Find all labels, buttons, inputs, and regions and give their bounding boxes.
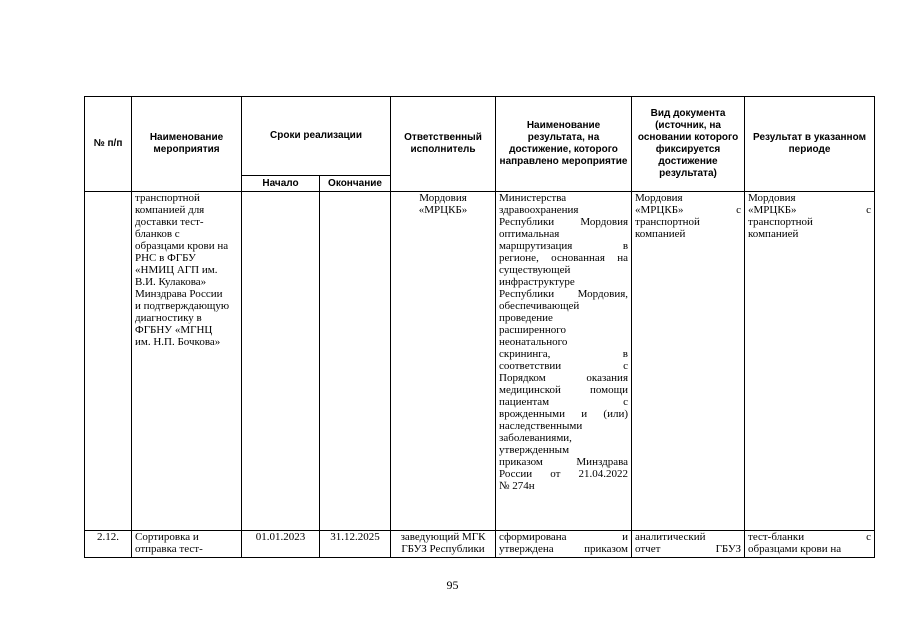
row-doc-type: Мордовия «МРЦКБ» с транспортной компанией (632, 192, 745, 531)
row-end (320, 192, 391, 531)
row-name: транспортной компанией для доставки тест- бланков с образцами крови на РНС в ФГБУ «НМИЦ АГП им. В.И. Кулакова» Минздрава России и подтверждающую диагностику в ФГБНУ «МГНЦ им. Н.П. Бочкова» (132, 192, 242, 531)
page-number: 95 (446, 578, 459, 592)
row-name: Сортировка и отправка тест- (132, 531, 242, 558)
row-num (85, 192, 132, 531)
row-num: 2.12. (85, 531, 132, 558)
row-result: сформирована и утверждена приказом (496, 531, 632, 558)
row-result-period: Мордовия «МРЦКБ» с транспортной компанией (745, 192, 875, 531)
row-responsible: Мордовия «МРЦКБ» (391, 192, 496, 531)
header-responsible: Ответственный исполнитель (391, 97, 496, 192)
row-doc-type: аналитический отчет ГБУЗ (632, 531, 745, 558)
header-terms: Сроки реализации (242, 97, 391, 176)
row-responsible: заведующий МГК ГБУЗ Республики (391, 531, 496, 558)
table-row (85, 192, 875, 531)
row-result: Министерства здравоохранения Республики Мордовия оптимальная маршрутизация в регионе, основанная на существующей инфраструктуре Республики Мордовия, обеспечивающей проведение расширенного неонатального скрининга, в соответствии с Порядком оказания медицинской помощи пациентам с врожденными и (или) наследственными заболеваниями, утвержденным приказом Минздрава России от 21.04.2022 № 274н (496, 192, 632, 531)
table-row (85, 531, 875, 558)
row-end: 31.12.2025 (320, 531, 391, 558)
row-start: 01.01.2023 (242, 531, 320, 558)
row-result-period: тест-бланки с образцами крови на (745, 531, 875, 558)
measures-table (84, 96, 875, 558)
header-doc-type: Вид документа (источник, на основании которого фиксируется достижение результата) (632, 97, 745, 192)
header-name: Наименование мероприятия (132, 97, 242, 192)
header-start: Начало (242, 176, 320, 192)
header-num: № п/п (85, 97, 132, 192)
header-end: Окончание (320, 176, 391, 192)
header-result-period: Результат в указанном периоде (745, 97, 875, 192)
header-result-name: Наименование результата, на достижение, которого направлено мероприятие (496, 97, 632, 192)
row-start (242, 192, 320, 531)
